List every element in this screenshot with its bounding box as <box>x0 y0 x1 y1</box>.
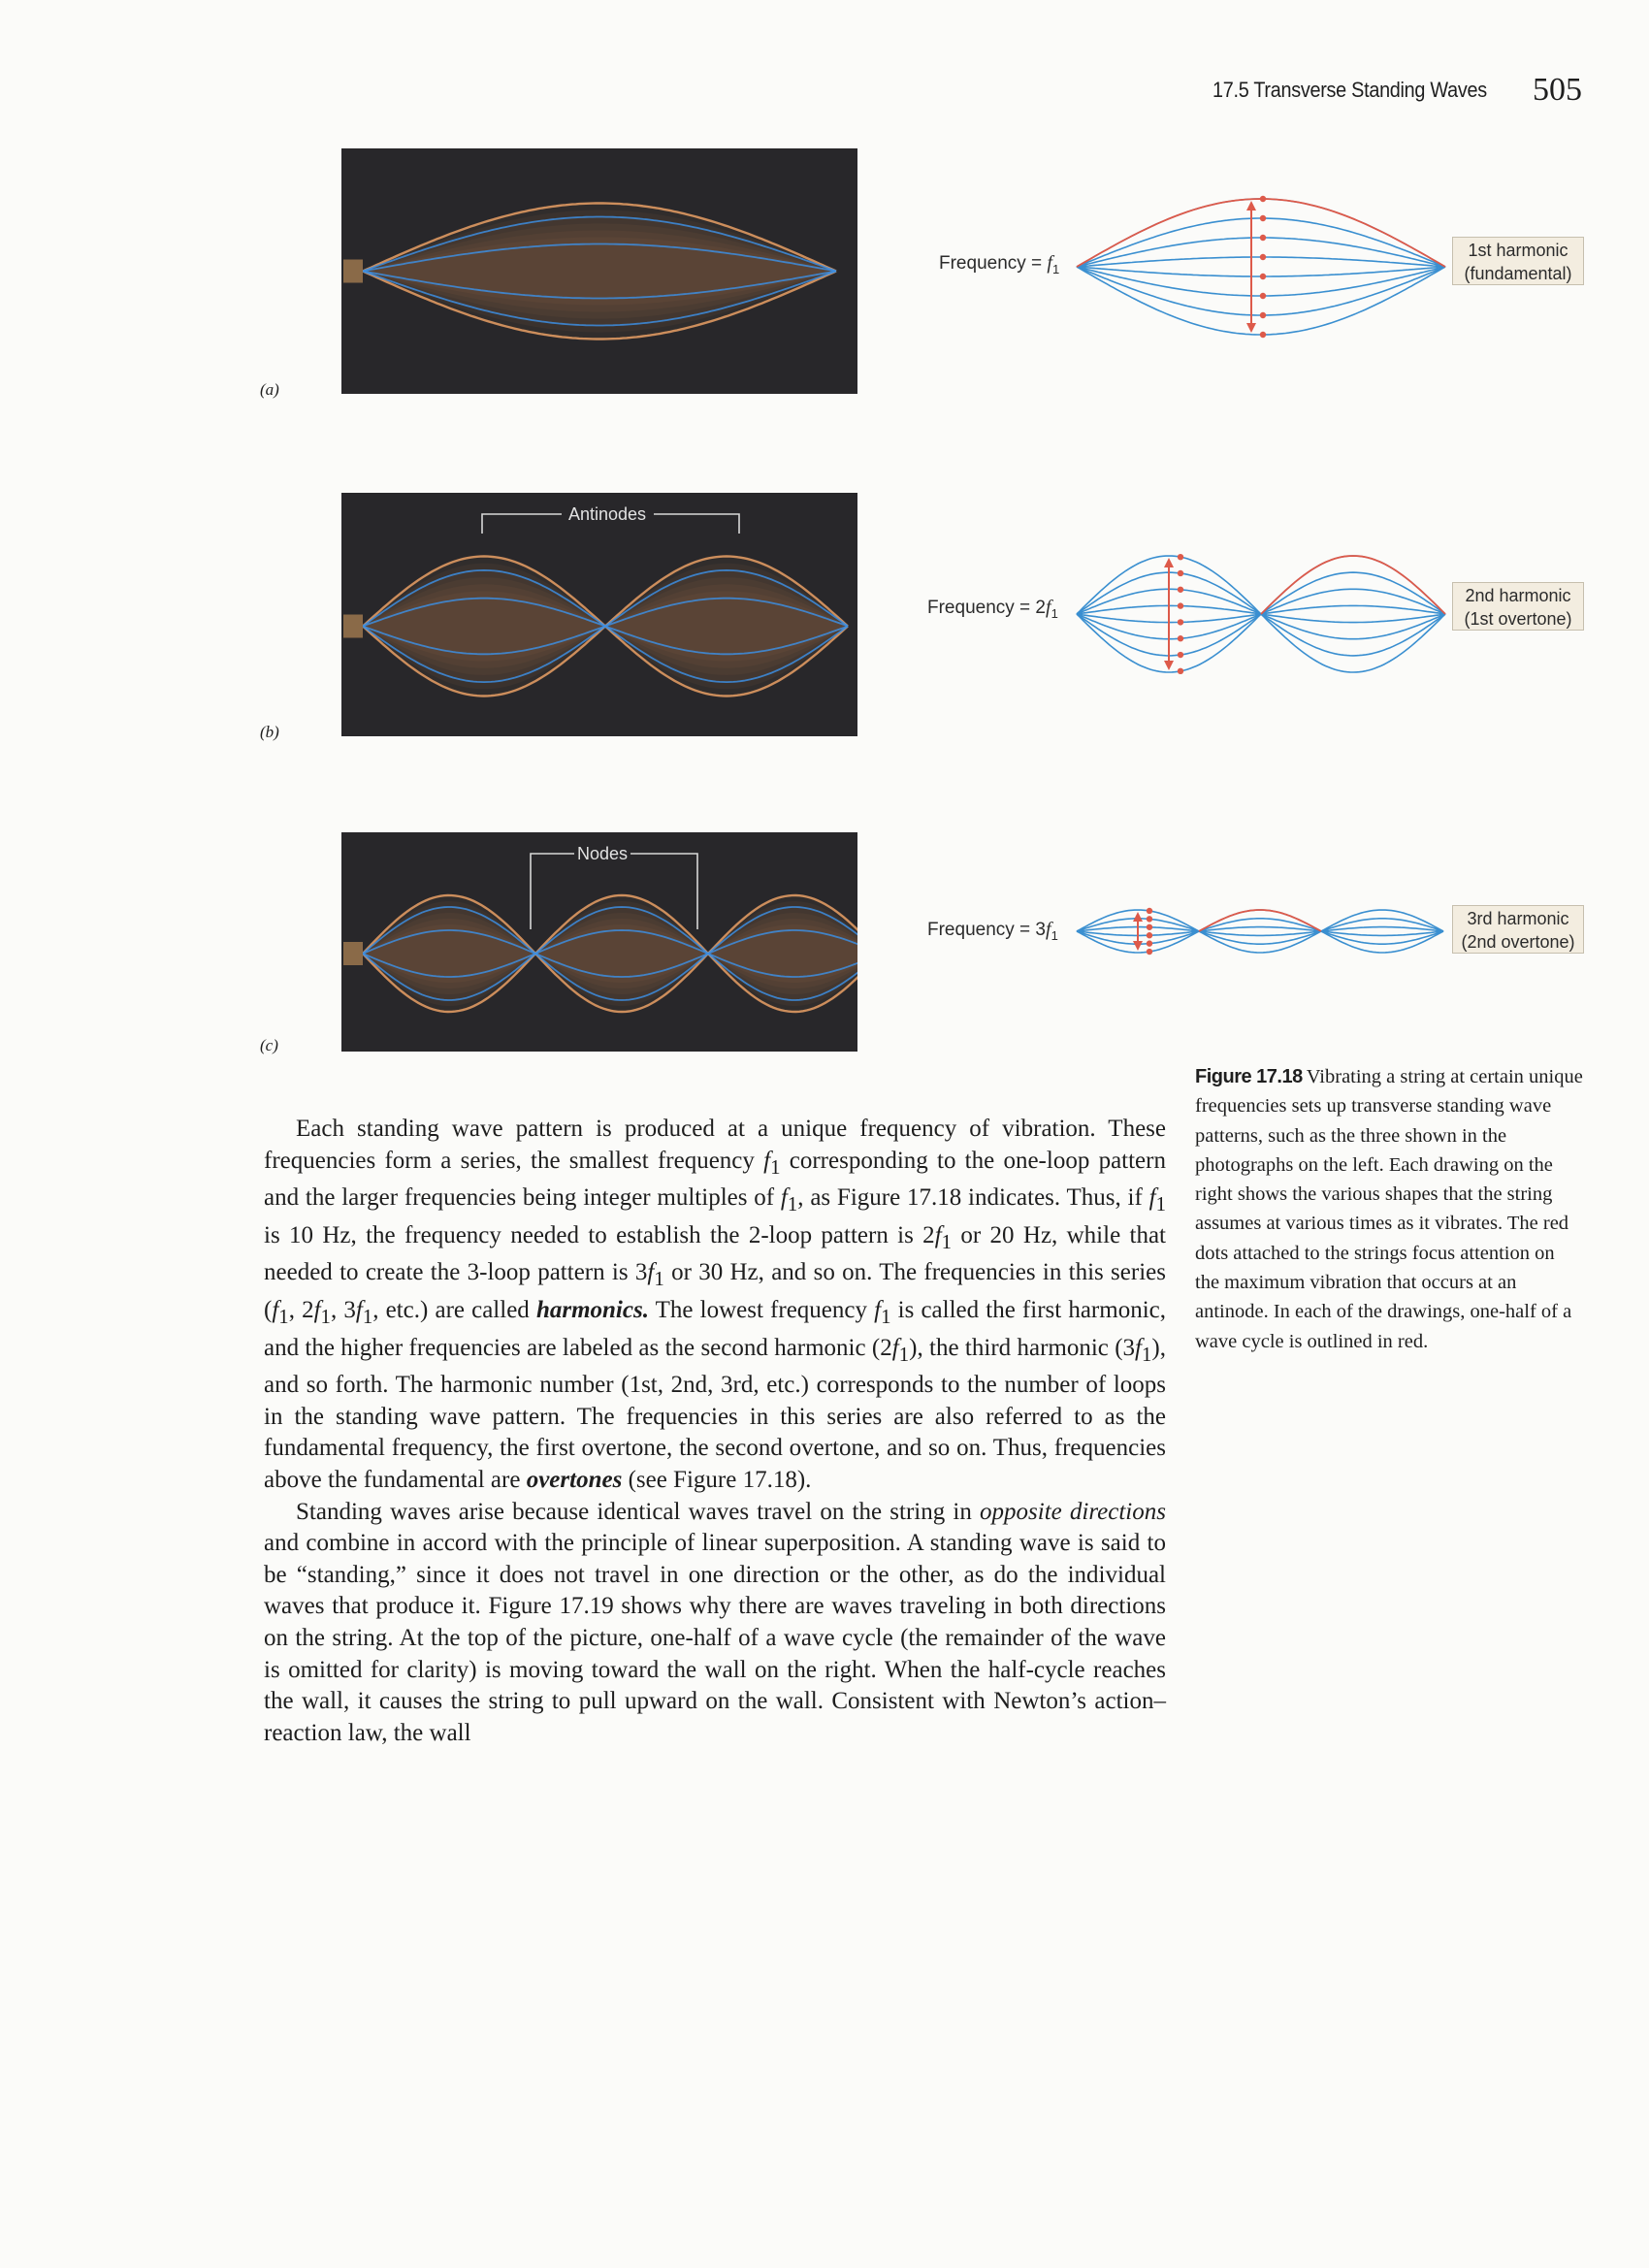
overtone-label: (fundamental) <box>1464 264 1572 283</box>
term-overtones: overtones <box>526 1466 623 1493</box>
standing-wave-diagram-c <box>1067 897 1455 965</box>
frequency-label-a <box>939 252 1059 276</box>
page-number: 505 <box>1533 72 1582 108</box>
string-clamp <box>343 615 363 638</box>
frequency-subscript: 1 <box>1051 605 1058 621</box>
antinode-dot <box>1147 916 1152 922</box>
frequency-coef: 2 <box>1035 598 1046 618</box>
frequency-symbol: f <box>1047 252 1052 274</box>
wave-line <box>1077 919 1443 944</box>
frequency-label-b <box>927 597 1058 621</box>
panel-letter-a: (a) <box>260 380 279 399</box>
harmonic-label: 1st harmonic <box>1468 241 1568 260</box>
photo-panel-c <box>341 832 857 1052</box>
antinodes-label: Antinodes <box>567 504 647 524</box>
panel-letter-c: (c) <box>260 1036 278 1054</box>
arrow-head-up <box>1246 201 1256 211</box>
panel-letter-b: (b) <box>260 723 279 741</box>
arrow-head-up <box>1164 558 1174 567</box>
figure-caption <box>1195 1062 1583 1356</box>
photo-panel-a <box>341 148 857 394</box>
frequency-prefix: Frequency = <box>927 920 1036 940</box>
antinode-dot <box>1178 570 1183 576</box>
standing-wave-diagram-a <box>1067 184 1455 349</box>
antinode-dot <box>1260 235 1266 241</box>
antinode-dot <box>1147 940 1152 946</box>
frequency-subscript: 1 <box>1051 927 1058 943</box>
antinode-dot <box>1147 908 1152 914</box>
photo-panel-b <box>341 493 857 736</box>
wave-line <box>1077 910 1443 953</box>
antinode-dot <box>1178 554 1183 560</box>
arrow-head-down <box>1246 323 1256 333</box>
nodes-label: Nodes <box>576 844 629 863</box>
antinode-dot <box>1260 254 1266 260</box>
harmonic-label: 2nd harmonic <box>1465 586 1571 605</box>
overtone-label: (2nd overtone) <box>1461 932 1575 952</box>
string-clamp <box>343 942 363 965</box>
antinode-dot <box>1178 668 1183 674</box>
photo-string-a <box>341 148 857 394</box>
overtone-label: (1st overtone) <box>1464 609 1572 629</box>
paragraph-2: Standing waves arise because identical waves travel on the string in opposite directions and combine in accord with the principle of linear superposition. A standing wave is said to be “standing,” since it does not travel in one direction or the other, as do the individual waves that produce it. Figure 17.19 shows why there are waves traveling in both directions on the string. At the top of the picture, one-half of a wave cycle (the remainder of the wave is omitted for clarity) is moving toward the wall on the right. When the half-cycle reaches the wall, it causes the string to pull upward on the wall. Consistent with Newton’s action–reaction law, the wall <box>264 1498 1166 1746</box>
antinode-dot <box>1260 312 1266 318</box>
wave-line <box>1077 218 1445 267</box>
body-text <box>264 1114 1166 1749</box>
frequency-prefix: Frequency = <box>927 598 1036 618</box>
antinode-dot <box>1178 602 1183 608</box>
caption-label: Figure 17.18 <box>1195 1066 1303 1087</box>
antinode-dot <box>1260 215 1266 221</box>
frequency-coef: 3 <box>1035 920 1046 940</box>
antinode-dot <box>1260 332 1266 338</box>
antinode-dot <box>1147 932 1152 938</box>
half-cycle-outline <box>1199 910 1321 931</box>
paragraph-1: Each standing wave pattern is produced at a unique frequency of vibration. These frequencies form a series, the smallest frequency $f_1$ corresponding to the one-loop pattern and the larger frequencies being integer multiples of $f_1$, as Figure 17.18 indicates. Thus, if $f_1$ is 10 Hz, the frequency needed to establish the 2-loop pattern is $2f_1$ or 20 Hz, while that needed to create the 3-loop pattern is $3f_1$ or 30 Hz, and so on. The frequencies in this series ($f_1$, $2f_1$, $3f_1$, etc.) are called harmonics. The lowest frequency $f_1$ is called the first harmonic, and the higher frequencies are labeled as the second harmonic $(2f_1)$, the third harmonic $(3f_1)$, and so forth. The harmonic number (1st, 2nd, 3rd, etc.) corresponds to the number of loops in the standing wave pattern. The frequencies in this series are also referred to as the fundamental frequency, the first overtone, the second overtone, and so on. Thus, frequencies above the fundamental are overtones (see Figure 17.18). <box>264 1116 1166 1493</box>
antinode-dot <box>1147 949 1152 955</box>
harmonic-box-a <box>1452 237 1584 285</box>
arrow-head-down <box>1164 661 1174 670</box>
harmonic-box-c <box>1452 905 1584 954</box>
frequency-label-c <box>927 919 1058 943</box>
wave-line <box>1077 267 1445 315</box>
string-glow <box>363 924 857 983</box>
harmonic-label: 3rd harmonic <box>1467 909 1569 928</box>
harmonic-box-b <box>1452 582 1584 631</box>
photo-string-b <box>341 493 857 736</box>
wave-line <box>1077 910 1443 953</box>
frequency-symbol: f <box>1046 919 1051 940</box>
standing-wave-diagram-b <box>1067 541 1455 687</box>
frequency-subscript: 1 <box>1051 261 1060 276</box>
arrow-head-down <box>1133 941 1143 951</box>
arrow-head-up <box>1133 912 1143 922</box>
wave-line <box>1077 919 1443 944</box>
frequency-symbol: f <box>1046 597 1051 618</box>
photo-string-c <box>341 832 857 1052</box>
antinode-dot <box>1178 587 1183 593</box>
antinodes-bracket <box>482 504 739 534</box>
antinode-dot <box>1147 924 1152 930</box>
frequency-prefix: Frequency = <box>939 253 1048 274</box>
antinode-dot <box>1260 293 1266 299</box>
term-harmonics: harmonics. <box>535 1296 649 1323</box>
wave-line <box>1077 927 1443 936</box>
caption-text: Vibrating a string at certain unique frequencies sets up transverse standing wave patterns, such as the three shown in the photographs on the left. Each drawing on the right shows the various shapes that the string assumes at various times as it vibrates. The red dots attached to the strings focus attention on the maximum vibration that occurs at an antinode. In each of the drawings, one-half of a wave cycle is outlined in red. <box>1195 1066 1583 1352</box>
antinode-dot <box>1260 196 1266 202</box>
string-clamp <box>343 260 363 283</box>
antinode-dot <box>1178 619 1183 625</box>
antinode-dot <box>1260 274 1266 279</box>
antinode-dot <box>1178 652 1183 658</box>
wave-line <box>1077 927 1443 936</box>
antinode-dot <box>1178 635 1183 641</box>
running-head: 17.5 Transverse Standing Waves <box>1212 78 1487 102</box>
